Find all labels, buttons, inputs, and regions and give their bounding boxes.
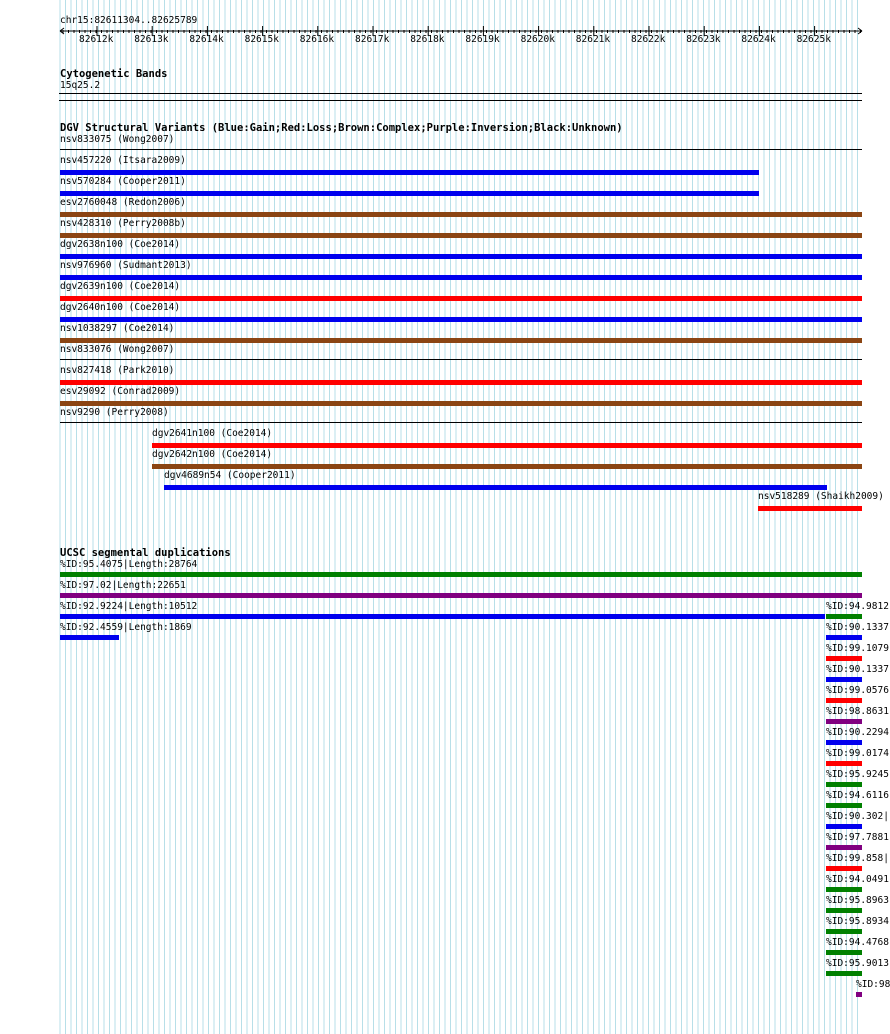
dgv-feature-label[interactable]: dgv4689n54 (Cooper2011)	[164, 470, 296, 481]
dgv-feature-bar[interactable]	[60, 170, 759, 175]
cytoband-track-title: Cytogenetic Bands	[60, 68, 168, 80]
dgv-feature-label[interactable]: dgv2642n100 (Coe2014)	[152, 449, 273, 460]
segdup-feature-label[interactable]: %ID:94.9812	[826, 601, 889, 612]
dgv-feature-label[interactable]: dgv2640n100 (Coe2014)	[60, 302, 181, 313]
dgv-feature-label[interactable]: nsv833076 (Wong2007)	[60, 344, 175, 355]
segdup-feature-bar[interactable]	[60, 635, 119, 640]
ruler-tick-label: 82614k	[189, 34, 224, 45]
dgv-feature-label[interactable]: esv29092 (Conrad2009)	[60, 386, 181, 397]
dgv-feature-bar[interactable]	[60, 212, 862, 217]
ruler-coordinates: chr15:82611304..82625789	[60, 15, 198, 26]
segdup-feature-bar[interactable]	[826, 950, 862, 955]
segdup-feature-bar[interactable]	[856, 992, 862, 997]
segdup-feature-bar[interactable]	[826, 845, 862, 850]
dgv-feature-label[interactable]: nsv570284 (Cooper2011)	[60, 176, 186, 187]
dgv-feature-label[interactable]: nsv1038297 (Coe2014)	[60, 323, 175, 334]
dgv-feature-label[interactable]: nsv827418 (Park2010)	[60, 365, 175, 376]
ruler-tick-label: 82612k	[79, 34, 114, 45]
segdup-feature-label[interactable]: %ID:97.7881	[826, 832, 889, 843]
segdup-feature-label[interactable]: %ID:94.6116	[826, 790, 889, 801]
segdup-feature-bar[interactable]	[826, 866, 862, 871]
segdup-feature-bar[interactable]	[60, 572, 862, 577]
dgv-feature-label[interactable]: dgv2639n100 (Coe2014)	[60, 281, 181, 292]
segdup-feature-bar[interactable]	[826, 908, 862, 913]
ruler-tick-label: 82623k	[686, 34, 721, 45]
segdup-feature-label[interactable]: %ID:95.9013	[826, 958, 889, 969]
segdup-feature-label[interactable]: %ID:97.02|Length:22651	[60, 580, 186, 591]
segdup-feature-bar[interactable]	[60, 614, 825, 619]
segdup-feature-label[interactable]: %ID:99.1079	[826, 643, 889, 654]
segdup-feature-bar[interactable]	[826, 677, 862, 682]
ruler-tick-label: 82621k	[575, 34, 611, 45]
segdup-feature-label[interactable]: %ID:99.0576	[826, 685, 889, 696]
dgv-feature-label[interactable]: nsv9290 (Perry2008)	[60, 407, 169, 418]
segdup-feature-bar[interactable]	[826, 971, 862, 976]
cytoband-line-bottom	[59, 100, 862, 101]
segdup-feature-label[interactable]: %ID:99.858|	[826, 853, 889, 864]
segdup-feature-bar[interactable]	[826, 929, 862, 934]
ruler-tick-label: 82622k	[631, 34, 666, 45]
segdup-feature-label[interactable]: %ID:98.8631	[826, 706, 889, 717]
segdup-feature-bar[interactable]	[826, 614, 862, 619]
dgv-feature-label[interactable]: dgv2641n100 (Coe2014)	[152, 428, 273, 439]
segdup-feature-label[interactable]: %ID:90.302|	[826, 811, 889, 822]
dgv-feature-bar[interactable]	[152, 443, 862, 448]
dgv-feature-bar[interactable]	[164, 485, 827, 490]
dgv-feature-bar[interactable]	[60, 233, 862, 238]
segdup-feature-label[interactable]: %ID:94.0491	[826, 874, 889, 885]
ruler-tick-label: 82617k	[355, 34, 390, 45]
ruler-tick-label: 82618k	[410, 34, 445, 45]
dgv-feature-label[interactable]: nsv428310 (Perry2008b)	[60, 218, 186, 229]
dgv-feature-bar[interactable]	[60, 275, 862, 280]
dgv-feature-bar[interactable]	[60, 254, 862, 259]
segdup-feature-label[interactable]: %ID:95.8934	[826, 916, 889, 927]
ruler-tick-label: 82625k	[796, 34, 831, 45]
dgv-feature-bar[interactable]	[60, 296, 862, 301]
segdup-feature-bar[interactable]	[826, 698, 862, 703]
dgv-feature-line[interactable]	[60, 359, 862, 360]
segdup-feature-label[interactable]: %ID:95.8963	[826, 895, 889, 906]
segdup-feature-label[interactable]: %ID:95.9245	[826, 769, 889, 780]
segdup-feature-label[interactable]: %ID:94.4768	[826, 937, 889, 948]
dgv-feature-label[interactable]: nsv457220 (Itsara2009)	[60, 155, 186, 166]
segdup-feature-label[interactable]: %ID:95.4075|Length:28764	[60, 559, 198, 570]
dgv-feature-bar[interactable]	[60, 317, 862, 322]
ruler-tick-label: 82616k	[299, 34, 335, 45]
segdup-feature-label[interactable]: %ID:90.1337	[826, 622, 889, 633]
segdup-feature-bar[interactable]	[826, 824, 862, 829]
ruler-tick-label: 82624k	[741, 34, 776, 45]
dgv-feature-label[interactable]: esv2760048 (Redon2006)	[60, 197, 186, 208]
dgv-feature-bar[interactable]	[60, 338, 862, 343]
ruler-tick-label: 82615k	[244, 34, 279, 45]
ruler-tick-label: 82613k	[134, 34, 169, 45]
cytoband-label: 15q25.2	[60, 80, 101, 91]
dgv-feature-bar[interactable]	[60, 401, 862, 406]
segdup-feature-bar[interactable]	[826, 761, 862, 766]
segdup-feature-label[interactable]: %ID:90.2294	[826, 727, 889, 738]
segdup-feature-bar[interactable]	[60, 593, 862, 598]
segdup-track-title: UCSC segmental duplications	[60, 547, 231, 559]
ruler-tick-label: 82620k	[520, 34, 555, 45]
segdup-feature-bar[interactable]	[826, 740, 862, 745]
dgv-feature-line[interactable]	[60, 422, 862, 423]
dgv-feature-label[interactable]: dgv2638n100 (Coe2014)	[60, 239, 181, 250]
segdup-feature-bar[interactable]	[826, 803, 862, 808]
segdup-feature-label[interactable]: %ID:90.1337	[826, 664, 889, 675]
segdup-feature-label[interactable]: %ID:92.9224|Length:10512	[60, 601, 198, 612]
dgv-feature-line[interactable]	[60, 149, 862, 150]
dgv-feature-label[interactable]: nsv518289 (Shaikh2009)	[758, 491, 884, 502]
segdup-feature-bar[interactable]	[826, 635, 862, 640]
segdup-feature-label[interactable]: %ID:98	[856, 979, 890, 990]
segdup-feature-bar[interactable]	[826, 887, 862, 892]
dgv-feature-bar[interactable]	[60, 380, 862, 385]
segdup-feature-bar[interactable]	[826, 782, 862, 787]
ruler-tick-label: 82619k	[465, 34, 500, 45]
segdup-feature-bar[interactable]	[826, 656, 862, 661]
dgv-feature-label[interactable]: nsv976960 (Sudmant2013)	[60, 260, 192, 271]
dgv-feature-bar[interactable]	[758, 506, 862, 511]
cytoband-line-top	[59, 93, 862, 94]
segdup-feature-label[interactable]: %ID:92.4559|Length:1869	[60, 622, 192, 633]
segdup-feature-label[interactable]: %ID:99.0174	[826, 748, 889, 759]
dgv-feature-bar[interactable]	[152, 464, 862, 469]
dgv-track-title: DGV Structural Variants (Blue:Gain;Red:Loss;Brown:Complex;Purple:Inversion;Black:Unknown)	[60, 122, 623, 134]
dgv-feature-bar[interactable]	[60, 191, 759, 196]
segdup-feature-bar[interactable]	[826, 719, 862, 724]
dgv-feature-label[interactable]: nsv833075 (Wong2007)	[60, 134, 175, 145]
